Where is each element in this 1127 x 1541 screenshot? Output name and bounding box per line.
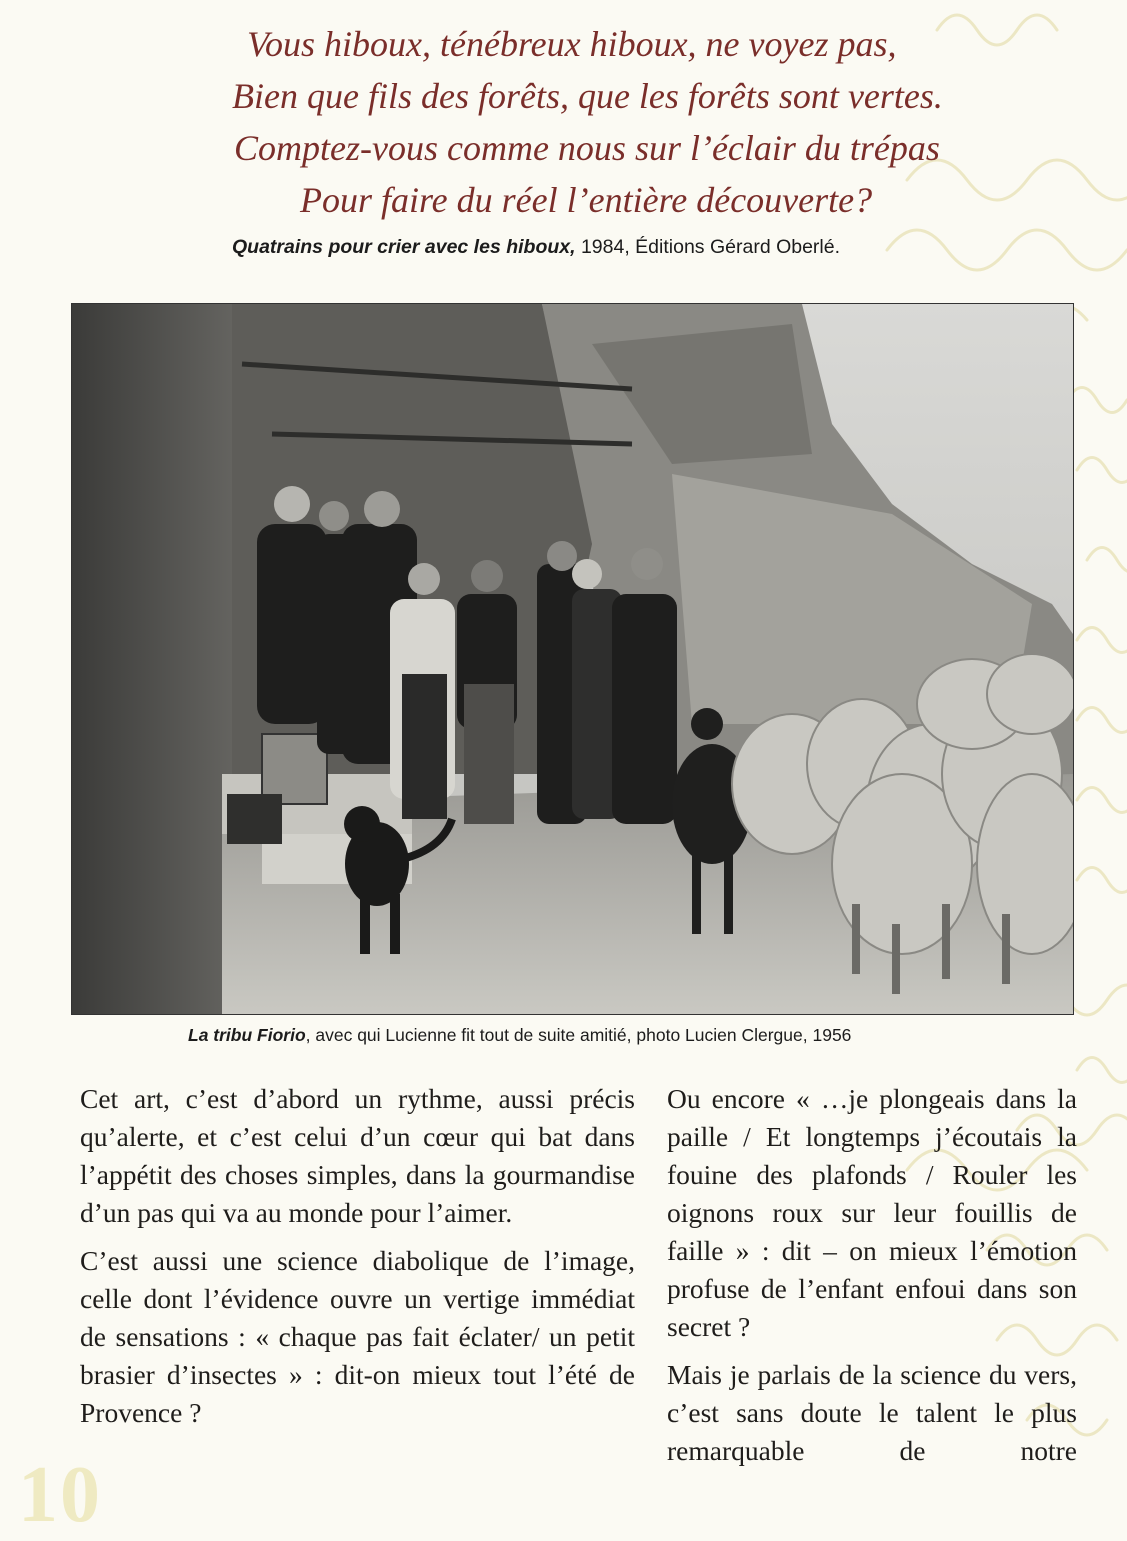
poem-source-details: 1984, Éditions Gérard Oberlé. [575, 236, 841, 258]
photo-tribu-fiorio [71, 303, 1074, 1015]
poem-source-title: Quatrains pour crier avec les hiboux, [232, 236, 576, 258]
text-column-right [667, 1080, 1077, 1480]
paragraph: Ou encore « …je plongeais dans la paille / Et longtemps j’écoutais la fouine des plafonds / Rouler les oignons roux sur leur fouillis de faille » : dit – on mieux l’émotion profuse de l’enfant enfoui dans son secret ? [667, 1083, 1077, 1342]
poem-line: Comptez-vous comme nous sur l’éclair du trépas [234, 128, 940, 168]
poem-source [232, 236, 840, 259]
photo-caption-details: , avec qui Lucienne fit tout de suite amitié, photo Lucien Clergue, 1956 [305, 1025, 852, 1045]
paragraph: Cet art, c’est d’abord un rythme, aussi précis qu’alerte, et c’est celui d’un cœur qui bat dans l’appétit des choses simples, dans la gourmandise d’un pas qui va au monde pour l’aimer. [80, 1083, 635, 1228]
poem-line: Pour faire du réel l’entière découverte? [300, 180, 873, 220]
text-column-left [80, 1080, 635, 1442]
page-number: 10 [18, 1451, 102, 1539]
poem-epigraph [150, 18, 980, 226]
poem-line: Bien que fils des forêts, que les forêts sont vertes. [232, 76, 943, 116]
paragraph: Mais je parlais de la science du vers, c’est sans doute le talent le plus remarquable de notre [667, 1359, 1077, 1466]
paragraph: C’est aussi une science diabolique de l’image, celle dont l’évidence ouvre un vertige immédiat de sensations : « chaque pas fait éclater/ un petit brasier d’insectes » : dit-on mieux tout l’été de Provence ? [80, 1245, 635, 1428]
photo-caption [188, 1025, 851, 1046]
poem-line: Vous hiboux, ténébreux hiboux, ne voyez pas, [247, 24, 897, 64]
photo-caption-title: La tribu Fiorio [188, 1025, 306, 1045]
